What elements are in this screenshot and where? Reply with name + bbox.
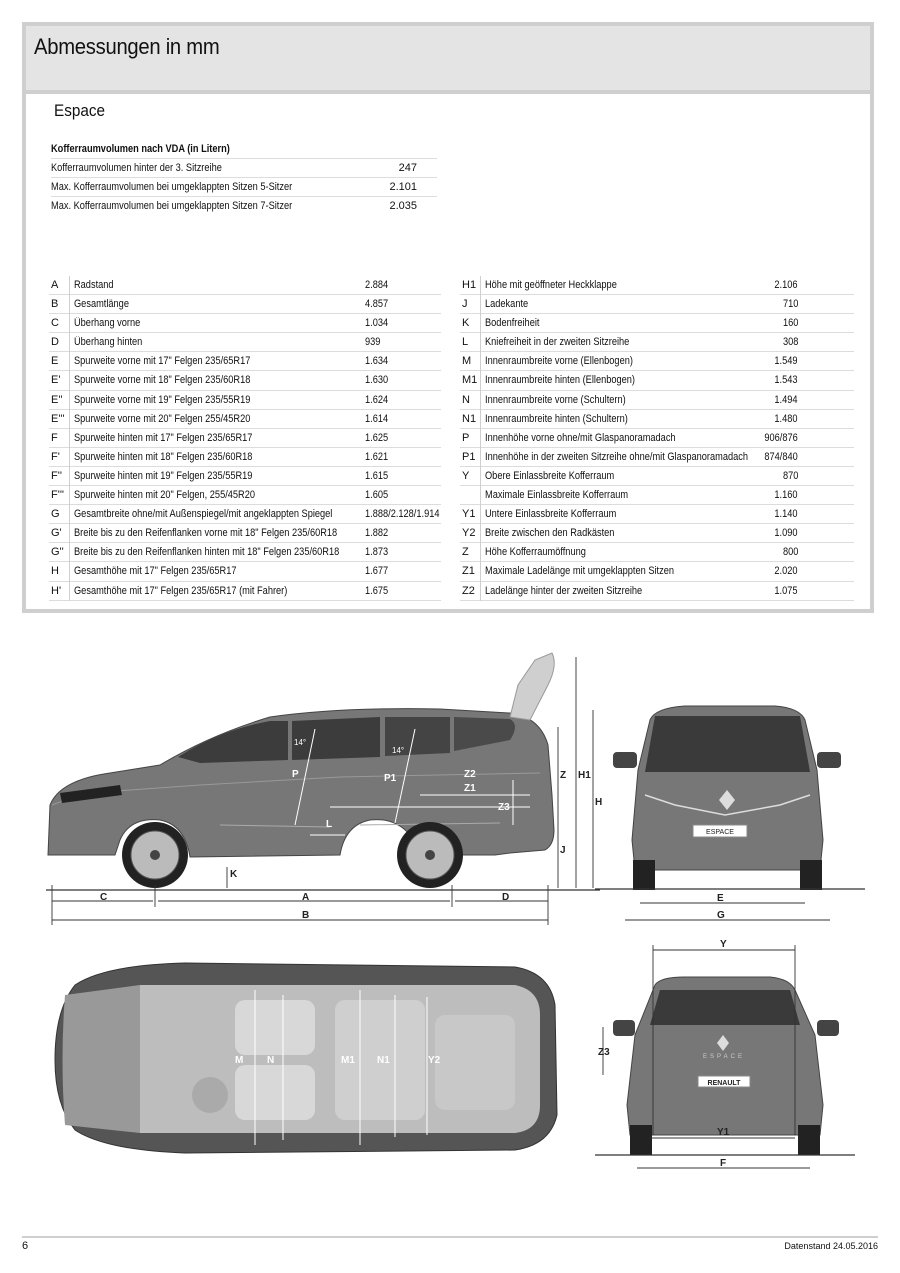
dimension-code: F''' — [51, 489, 65, 502]
table-row — [460, 410, 854, 429]
dim-label-L: L — [326, 819, 333, 830]
dimension-value: 800 — [782, 546, 798, 559]
dimension-label: Innenraumbreite hinten (Ellenbogen) — [485, 374, 635, 387]
dimension-label: Innenraumbreite vorne (Schultern) — [485, 393, 626, 406]
row-label: Max. Kofferraumvolumen bei umgeklappten Sitzen 5-Sitzer — [51, 181, 293, 193]
dimension-value: 1.615 — [365, 469, 389, 482]
column-divider — [480, 543, 481, 562]
column-divider — [480, 295, 481, 314]
dim-label-Z1: Z1 — [464, 783, 476, 794]
dimension-code: E' — [51, 374, 61, 387]
dim-label-Z3: Z3 — [498, 802, 510, 813]
dimension-value: 1.480 — [774, 412, 798, 425]
dimension-label: Innenraumbreite hinten (Schultern) — [485, 412, 628, 425]
table-row — [49, 314, 441, 333]
dimension-value: 2.884 — [365, 279, 389, 291]
table-row — [460, 333, 854, 352]
dimension-value: 1.543 — [774, 374, 798, 387]
dimension-code: E — [51, 355, 59, 368]
column-divider — [480, 505, 481, 524]
dimension-value: 1.605 — [365, 489, 389, 502]
dimension-label: Ladekante — [485, 298, 529, 311]
row-value: 2.035 — [389, 200, 417, 212]
dim-label-H1: H1 — [578, 770, 591, 781]
dimension-label: Kniefreiheit in der zweiten Sitzreihe — [485, 336, 630, 349]
dimension-value: 874/840 — [764, 450, 798, 463]
column-divider — [480, 467, 481, 486]
side-car-body — [48, 653, 554, 857]
dimension-label: Innenraumbreite vorne (Ellenbogen) — [485, 355, 633, 368]
angle-label-front: 14° — [294, 738, 307, 747]
dimension-code: E'' — [51, 393, 63, 406]
front-dimension-lines — [625, 903, 830, 920]
dimension-code: E''' — [51, 412, 65, 425]
dimension-value: 1.624 — [365, 393, 389, 406]
dim-label-Z2: Z2 — [464, 769, 476, 780]
dimension-label: Überhang vorne — [74, 317, 141, 330]
rear-view-diagram — [595, 935, 855, 1175]
dimension-value: 1.614 — [365, 412, 389, 425]
dim-label-J: J — [560, 845, 566, 856]
dimension-code: J — [462, 298, 468, 311]
table-row — [460, 582, 854, 601]
dimensions-table-right — [460, 276, 854, 601]
dimension-value: 1.160 — [774, 489, 798, 502]
dim-label-Z: Z — [560, 770, 567, 781]
table-row — [49, 543, 441, 562]
dimension-code: M1 — [462, 374, 478, 387]
dimension-value: 1.630 — [365, 374, 389, 387]
top-car-body — [55, 963, 557, 1153]
dimension-code: H' — [51, 584, 62, 597]
dimension-value: 1.882 — [365, 527, 389, 540]
dimension-value: 1.873 — [365, 546, 389, 559]
table-row — [460, 486, 854, 505]
column-divider — [69, 295, 70, 314]
dimension-label: Spurweite vorne mit 20" Felgen 255/45R20 — [74, 412, 251, 425]
data-date: Datenstand 24.05.2016 — [784, 1241, 878, 1251]
luggage-volume-heading: Kofferraumvolumen nach VDA (in Litern) — [51, 141, 437, 159]
table-row — [460, 562, 854, 581]
dimension-code: G' — [51, 527, 62, 540]
dimension-code: Z2 — [462, 584, 475, 597]
table-row — [460, 524, 854, 543]
column-divider — [480, 333, 481, 352]
front-car-body — [613, 706, 841, 890]
dimension-code: P1 — [462, 450, 476, 463]
spec-frame — [22, 22, 874, 613]
column-divider — [69, 448, 70, 467]
dim-label-M1: M1 — [341, 1055, 355, 1066]
table-row — [49, 295, 441, 314]
dimension-code: F' — [51, 450, 60, 463]
dimension-code: G — [51, 508, 60, 521]
dimension-code: Z1 — [462, 565, 475, 578]
side-view-diagram — [40, 645, 603, 930]
table-row — [460, 352, 854, 371]
dim-label-Y1: Y1 — [717, 1127, 730, 1138]
dimension-label: Innenhöhe in der zweiten Sitzreihe ohne/mit Glaspanoramadach — [485, 450, 748, 463]
dimension-value: 1.494 — [774, 393, 798, 406]
table-row — [460, 295, 854, 314]
dimension-code: B — [51, 298, 59, 311]
dimension-label: Innenhöhe vorne ohne/mit Glaspanoramadach — [485, 431, 676, 444]
angle-label-rear: 14° — [392, 746, 405, 755]
dim-label-K: K — [230, 869, 238, 880]
dimension-code: H1 — [462, 279, 477, 291]
dim-label-F: F — [720, 1158, 727, 1169]
dimension-code: G'' — [51, 546, 64, 559]
table-row — [460, 448, 854, 467]
dimension-code: F — [51, 431, 58, 444]
table-row — [49, 582, 441, 601]
dimension-label: Gesamthöhe mit 17" Felgen 235/65R17 (mit Fahrer) — [74, 584, 288, 597]
dimension-value: 1.549 — [774, 355, 798, 368]
dim-label-M: M — [235, 1055, 244, 1066]
dimension-value: 710 — [782, 298, 798, 311]
dimension-label: Höhe Kofferraumöffnung — [485, 546, 586, 559]
column-divider — [69, 543, 70, 562]
column-divider — [69, 505, 70, 524]
dimension-code: N1 — [462, 412, 477, 425]
dimension-value: 939 — [365, 336, 381, 349]
column-divider — [69, 524, 70, 543]
dimension-label: Gesamtlänge — [74, 298, 129, 311]
table-row — [49, 429, 441, 448]
dimension-value: 1.034 — [365, 317, 389, 330]
dimension-code: F'' — [51, 469, 62, 482]
dimension-label: Obere Einlassbreite Kofferraum — [485, 469, 615, 482]
top-view-diagram — [45, 945, 565, 1175]
dimension-code: H — [51, 565, 59, 578]
column-divider — [69, 410, 70, 429]
column-divider — [69, 562, 70, 581]
table-row — [49, 276, 441, 295]
dimension-label: Radstand — [74, 279, 114, 291]
dimension-value: 870 — [782, 469, 798, 482]
dimension-value: 1.677 — [365, 565, 389, 578]
dimension-value: 1.621 — [365, 450, 389, 463]
front-plate: ESPACE — [706, 829, 734, 836]
table-row — [49, 524, 441, 543]
dimension-label: Spurweite vorne mit 19" Felgen 235/55R19 — [74, 393, 251, 406]
dimension-code: A — [51, 279, 59, 291]
column-divider — [69, 486, 70, 505]
title-bar — [26, 26, 870, 94]
dimension-code: C — [51, 317, 59, 330]
column-divider — [69, 429, 70, 448]
dimension-label: Spurweite hinten mit 18" Felgen 235/60R18 — [74, 450, 253, 463]
column-divider — [480, 410, 481, 429]
dimension-label: Spurweite hinten mit 20" Felgen, 255/45R20 — [74, 489, 256, 502]
dimension-code: P — [462, 431, 470, 444]
row-label: Max. Kofferraumvolumen bei umgeklappten Sitzen 7-Sitzer — [51, 200, 293, 212]
column-divider — [69, 333, 70, 352]
dimension-label: Bodenfreiheit — [485, 317, 540, 330]
dim-label-C: C — [100, 892, 108, 903]
dim-label-Y2: Y2 — [428, 1055, 441, 1066]
front-view-diagram — [595, 700, 865, 925]
column-divider — [480, 562, 481, 581]
dimension-value: 308 — [782, 336, 798, 349]
table-row — [460, 371, 854, 390]
dimension-value: 1.888/2.128/1.914 — [365, 508, 440, 521]
column-divider — [480, 582, 481, 601]
dimension-code: K — [462, 317, 470, 330]
table-row — [49, 333, 441, 352]
column-divider — [69, 371, 70, 390]
dim-label-Y: Y — [720, 939, 727, 950]
dimension-label: Ladelänge hinter der zweiten Sitzreihe — [485, 584, 643, 597]
dimension-code: Y — [462, 469, 470, 482]
dim-label-G: G — [717, 910, 725, 921]
dimension-value: 906/876 — [764, 431, 798, 444]
table-row — [49, 448, 441, 467]
dimension-value: 2.106 — [774, 279, 798, 291]
dim-label-B: B — [302, 910, 310, 921]
dimension-label: Spurweite hinten mit 17" Felgen 235/65R17 — [74, 431, 253, 444]
dim-label-H: H — [595, 797, 603, 808]
dimension-code: Z — [462, 546, 469, 559]
column-divider — [69, 276, 70, 295]
dimension-value: 1.634 — [365, 355, 389, 368]
column-divider — [69, 582, 70, 601]
footer-divider — [22, 1236, 878, 1238]
column-divider — [69, 467, 70, 486]
column-divider — [480, 314, 481, 333]
dimension-label: Höhe mit geöffneter Heckklappe — [485, 279, 617, 291]
model-name: Espace — [54, 101, 106, 120]
column-divider — [480, 524, 481, 543]
page-number: 6 — [22, 1240, 29, 1252]
table-row — [460, 467, 854, 486]
table-row — [460, 276, 854, 295]
dimension-label: Gesamthöhe mit 17" Felgen 235/65R17 — [74, 565, 237, 578]
dim-label-Z3-rear: Z3 — [598, 1047, 610, 1058]
dimension-value: 1.075 — [774, 584, 798, 597]
rear-model-script: ESPACE — [703, 1054, 745, 1060]
dimension-label: Maximale Einlassbreite Kofferraum — [485, 489, 629, 502]
dim-label-A: A — [302, 892, 310, 903]
column-divider — [480, 486, 481, 505]
column-divider — [480, 448, 481, 467]
table-row — [49, 562, 441, 581]
dimension-code: D — [51, 336, 59, 349]
table-row — [49, 352, 441, 371]
dimension-code: N — [462, 393, 470, 406]
table-row — [460, 429, 854, 448]
dimension-label: Untere Einlassbreite Kofferraum — [485, 508, 617, 521]
dim-label-N: N — [267, 1055, 275, 1066]
table-row — [49, 391, 441, 410]
table-row — [49, 410, 441, 429]
table-row — [460, 314, 854, 333]
column-divider — [480, 352, 481, 371]
dim-label-D: D — [502, 892, 510, 903]
table-row — [49, 467, 441, 486]
table-row — [49, 486, 441, 505]
dim-label-P1: P1 — [384, 773, 397, 784]
dimension-value: 1.675 — [365, 584, 389, 597]
dimension-label: Breite bis zu den Reifenflanken vorne mit 18" Felgen 235/60R18 — [74, 527, 338, 540]
dim-label-P: P — [292, 769, 299, 780]
dimensions-table-left — [49, 276, 441, 601]
column-divider — [69, 314, 70, 333]
rear-plate: RENAULT — [707, 1080, 741, 1087]
table-row — [460, 543, 854, 562]
row-label: Kofferraumvolumen hinter der 3. Sitzreihe — [51, 162, 222, 174]
column-divider — [480, 391, 481, 410]
dimension-label: Spurweite hinten mit 19" Felgen 235/55R19 — [74, 469, 253, 482]
luggage-volume-table — [51, 141, 437, 215]
dimension-code: L — [462, 336, 469, 349]
page-title: Abmessungen in mm — [34, 34, 220, 59]
dimension-code: Y2 — [462, 527, 476, 540]
table-row — [49, 371, 441, 390]
table-row — [460, 391, 854, 410]
dimension-value: 1.090 — [774, 527, 798, 540]
dimension-label: Breite zwischen den Radkästen — [485, 527, 615, 540]
table-row — [460, 505, 854, 524]
row-value: 2.101 — [389, 181, 417, 193]
dimension-label: Maximale Ladelänge mit umgeklappten Sitzen — [485, 565, 675, 578]
dim-label-N1: N1 — [377, 1055, 390, 1066]
dimension-label: Überhang hinten — [74, 336, 143, 349]
dimension-label: Spurweite vorne mit 17" Felgen 235/65R17 — [74, 355, 251, 368]
table-row — [51, 159, 437, 178]
column-divider — [69, 352, 70, 371]
table-row — [51, 197, 437, 215]
dimension-label: Gesamtbreite ohne/mit Außenspiegel/mit angeklappten Spiegel — [74, 508, 333, 521]
dimension-label: Breite bis zu den Reifenflanken hinten mit 18" Felgen 235/60R18 — [74, 546, 340, 559]
dimension-value: 2.020 — [774, 565, 798, 578]
dim-label-E: E — [717, 893, 724, 904]
table-row — [49, 505, 441, 524]
table-row — [51, 178, 437, 197]
row-value: 247 — [398, 162, 417, 174]
dimension-code: Y1 — [462, 508, 476, 521]
dimension-value: 160 — [782, 317, 798, 330]
dimension-code: M — [462, 355, 472, 368]
dimension-value: 1.140 — [774, 508, 798, 521]
column-divider — [69, 391, 70, 410]
column-divider — [480, 429, 481, 448]
dimension-value: 4.857 — [365, 298, 389, 311]
column-divider — [480, 276, 481, 295]
dimension-value: 1.625 — [365, 431, 389, 444]
dimension-label: Spurweite vorne mit 18" Felgen 235/60R18 — [74, 374, 251, 387]
column-divider — [480, 371, 481, 390]
